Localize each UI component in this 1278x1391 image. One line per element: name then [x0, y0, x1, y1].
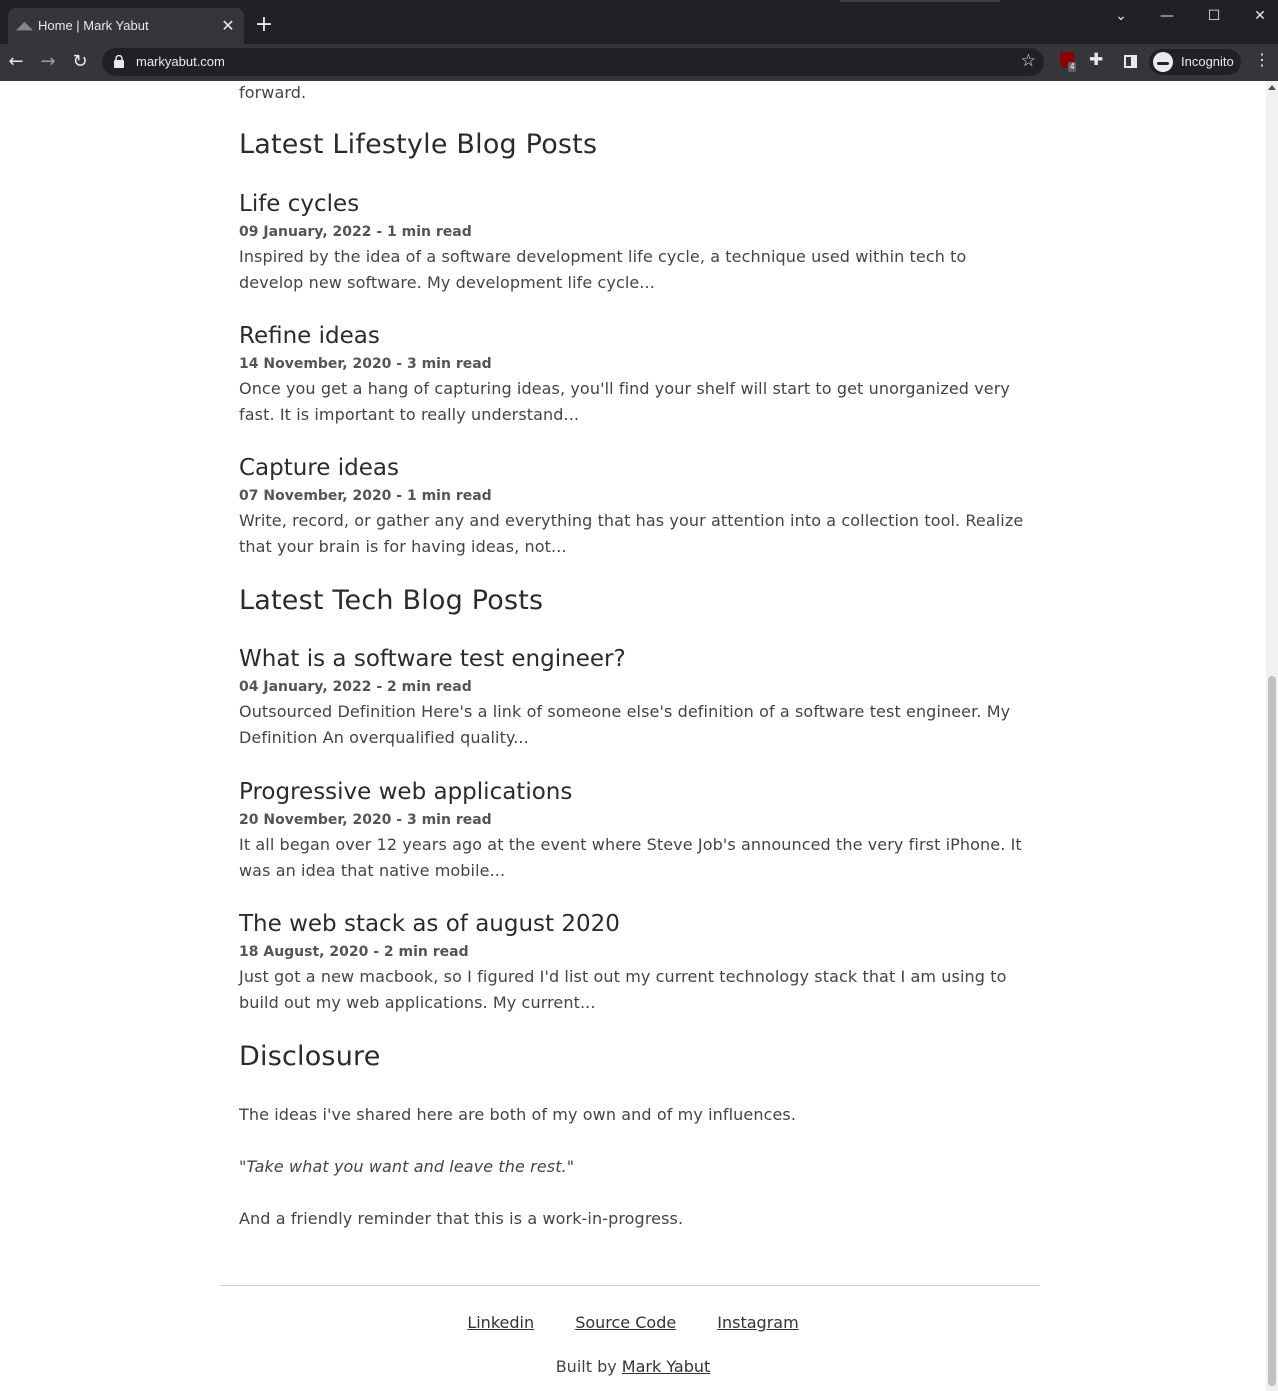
- page-viewport: [0, 81, 1266, 1391]
- minimize-icon[interactable]: —: [1160, 8, 1174, 24]
- tab-title: Home | Mark Yabut: [38, 18, 149, 33]
- incognito-icon: [1153, 52, 1173, 72]
- post-excerpt: It all began over 12 years ago at the event where Steve Job's announced the very first iPhone. It was an idea that native mobile...: [239, 835, 1022, 880]
- post-meta: 14 November, 2020 - 3 min read: [239, 356, 492, 372]
- lifestyle-post: [239, 453, 1029, 560]
- disclosure-reminder: And a friendly reminder that this is a work-in-progress.: [239, 1209, 684, 1228]
- lifestyle-heading: Latest Lifestyle Blog Posts: [239, 129, 598, 160]
- tech-post: [239, 777, 1029, 884]
- footer-links: [0, 1313, 1266, 1332]
- reload-icon[interactable]: ↻: [72, 51, 88, 72]
- post-excerpt: Write, record, or gather any and everything that has your attention into a collection tool. Realize that your brain is for having ideas, not...: [239, 511, 1024, 556]
- tab-bar: [0, 0, 1278, 44]
- post-meta: 20 November, 2020 - 3 min read: [239, 812, 492, 828]
- tech-post: [239, 644, 1029, 751]
- post-title-link[interactable]: What is a software test engineer?: [239, 646, 626, 672]
- vertical-scrollbar[interactable]: [1266, 81, 1278, 1391]
- tab-strip-indicator: [840, 0, 1000, 2]
- intro-fragment: forward.: [239, 83, 307, 102]
- post-title-link[interactable]: Refine ideas: [239, 323, 380, 349]
- site-favicon-icon: ◢◣: [16, 19, 33, 32]
- extension-badge: 4: [1070, 62, 1075, 71]
- built-by-prefix: Built by: [555, 1357, 617, 1376]
- post-title-link[interactable]: Life cycles: [239, 191, 360, 217]
- post-title-link[interactable]: Progressive web applications: [239, 779, 573, 805]
- tech-heading: Latest Tech Blog Posts: [239, 585, 544, 616]
- post-excerpt: Once you get a hang of capturing ideas, you'll find your shelf will start to get unorganized very fast. It is important to really understand...: [239, 379, 1010, 424]
- url-text: markyabut.com: [136, 54, 225, 69]
- extensions-puzzle-icon[interactable]: ✚: [1089, 50, 1104, 70]
- lifestyle-post: [239, 321, 1029, 428]
- browser-tab[interactable]: [8, 8, 244, 44]
- browser-toolbar: [0, 44, 1278, 81]
- disclosure-paragraph: The ideas i've shared here are both of my own and of my influences.: [239, 1105, 797, 1124]
- instagram-link[interactable]: Instagram: [717, 1313, 799, 1332]
- post-excerpt: Outsourced Definition Here's a link of someone else's definition of a software test engineer. My Definition An overqualified quality...: [239, 702, 1011, 747]
- post-title-link[interactable]: Capture ideas: [239, 455, 399, 481]
- close-window-icon[interactable]: ✕: [1254, 8, 1266, 24]
- source-code-link[interactable]: Source Code: [575, 1313, 677, 1332]
- close-tab-icon[interactable]: ✕: [221, 16, 235, 35]
- new-tab-icon[interactable]: +: [254, 12, 274, 37]
- ublock-extension-icon[interactable]: [1058, 52, 1078, 72]
- author-link[interactable]: Mark Yabut: [621, 1357, 711, 1376]
- post-meta: 07 November, 2020 - 1 min read: [239, 488, 492, 504]
- tab-search-icon[interactable]: ⌄: [1115, 8, 1127, 24]
- post-title-link[interactable]: The web stack as of august 2020: [239, 911, 620, 937]
- post-excerpt: Just got a new macbook, so I figured I'd list out my current technology stack that I am using to build out my web applications. My current...: [239, 967, 1007, 1012]
- footer-divider: [220, 1285, 1040, 1286]
- scroll-up-arrow-icon[interactable]: [1268, 85, 1276, 90]
- post-meta: 18 August, 2020 - 2 min read: [239, 944, 469, 960]
- post-excerpt: Inspired by the idea of a software development life cycle, a technique used within tech to develop new software. My development life cycle...: [239, 247, 967, 292]
- scrollbar-thumb[interactable]: [1268, 676, 1276, 1386]
- address-bar[interactable]: [102, 48, 1044, 76]
- built-by-credit: [0, 1357, 1266, 1376]
- disclosure-quote: "Take what you want and leave the rest.": [239, 1157, 575, 1176]
- back-icon[interactable]: ←: [8, 51, 24, 72]
- linkedin-link[interactable]: Linkedin: [467, 1313, 535, 1332]
- post-meta: 09 January, 2022 - 1 min read: [239, 224, 472, 240]
- maximize-icon[interactable]: ☐: [1207, 8, 1221, 24]
- post-meta: 04 January, 2022 - 2 min read: [239, 679, 472, 695]
- browser-menu-icon[interactable]: ⋮: [1254, 50, 1270, 69]
- lock-icon: [114, 55, 124, 68]
- side-panel-icon[interactable]: [1124, 55, 1137, 68]
- disclosure-heading: Disclosure: [239, 1041, 381, 1072]
- lifestyle-post: [239, 189, 1029, 296]
- tech-post: [239, 909, 1029, 1016]
- bookmark-star-icon[interactable]: ☆: [1020, 51, 1036, 71]
- incognito-label: Incognito: [1181, 54, 1234, 69]
- forward-icon[interactable]: →: [40, 51, 56, 72]
- incognito-profile-button[interactable]: [1149, 49, 1241, 75]
